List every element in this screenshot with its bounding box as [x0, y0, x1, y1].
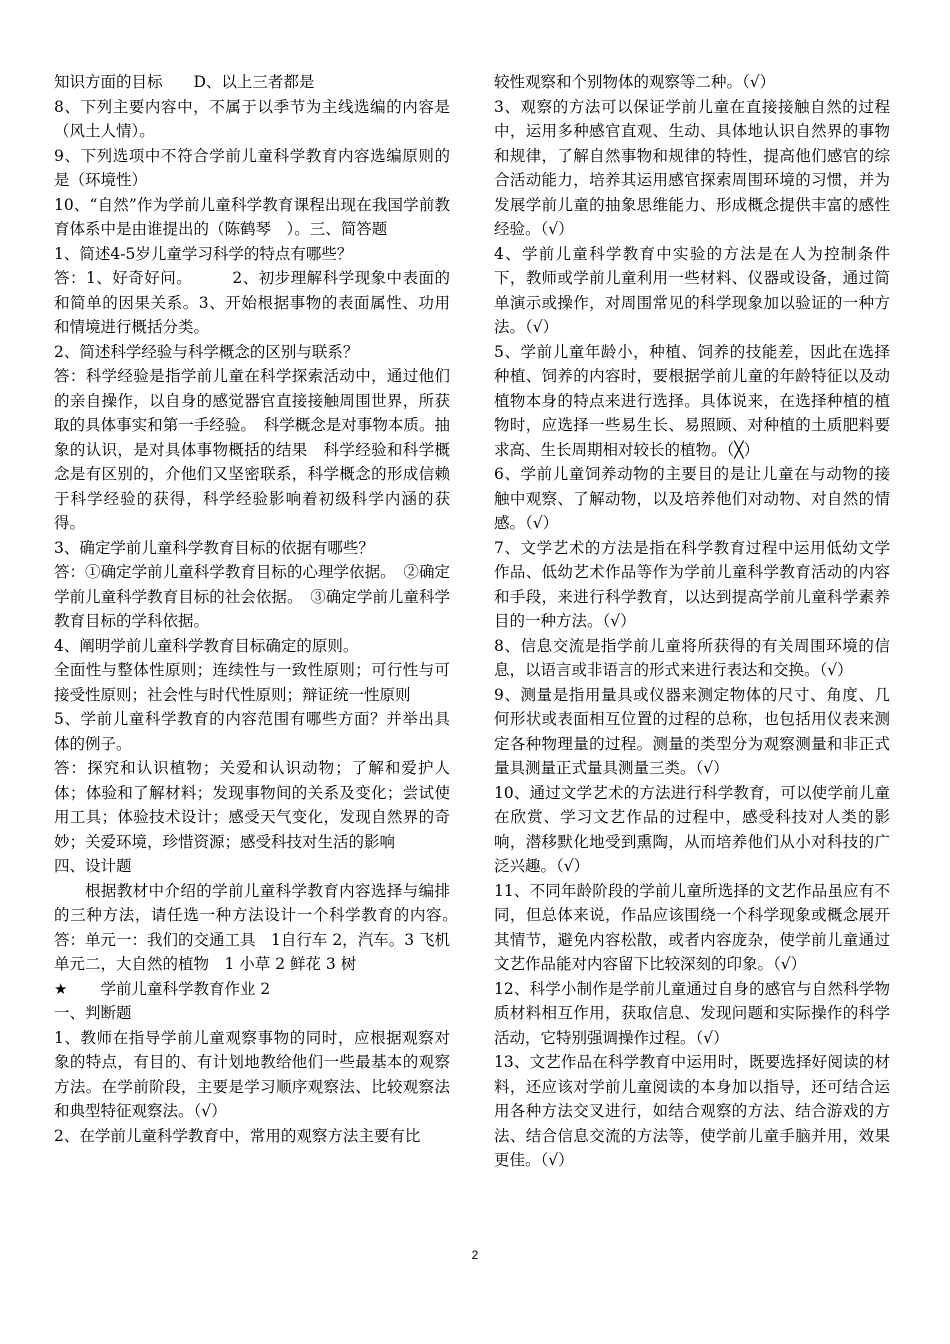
- paragraph: 全面性与整体性原则；连续性与一致性原则；可行性与可接受性原则；社会性与时代性原则；辩证统一性原则: [54, 661, 450, 704]
- paragraph: 11、不同年龄阶段的学前儿童所选择的文艺作品虽应有不同，但总体来说，作品应该围绕一个科学现象或概念展开其情节，避免内容松散，或者内容庞杂，使学前儿童通过文艺作品能对内容留下比较深刻的印象。（√）: [494, 881, 890, 973]
- paragraph: 10、“自然”作为学前儿童科学教育课程出现在我国学前教育体系中是由谁提出的（陈鹤琴 ）。三、简答题: [54, 195, 450, 238]
- paragraph: 1、教师在指导学前儿童观察事物的同时，应根据观察对象的特点，有目的、有计划地教给他们一些最基本的观察方法。在学前阶段，主要是学习顺序观察法、比较观察法和典型特征观察法。（√）: [54, 1028, 450, 1120]
- paragraph: 10、通过文学艺术的方法进行科学教育，可以使学前儿童在欣赏、学习文艺作品的过程中，感受科技对人类的影响，潜移默化地受到熏陶，从而培养他们从小对科技的广泛兴趣。（√）: [494, 783, 890, 875]
- paragraph: 答：1、好奇好问。 2、初步理解科学现象中表面的和简单的因果关系。3、开始根据事物的表面属性、功用和情境进行概括分类。: [54, 269, 450, 336]
- paragraph: 5、学前儿童年龄小，种植、饲养的技能差，因此在选择种植、饲养的内容时，要根据学前儿童的年龄特征以及动植物本身的特点来进行选择。具体说来，在选择种植的植物时，应选择一些易生长、易照顾、对种植的土质肥料要求高、生长周期相对较长的植物。（╳）: [494, 342, 890, 459]
- paragraph: 6、学前儿童饲养动物的主要目的是让儿童在与动物的接触中观察、了解动物，以及培养他们对动物、对自然的情感。（√）: [494, 465, 890, 532]
- left-column: [54, 70, 482, 1148]
- right-column: [494, 70, 890, 1173]
- assignment-title-text: 学前儿童科学教育作业 2: [100, 979, 271, 998]
- paragraph: 答：探究和认识植物；关爱和认识动物；了解和爱护人体；体验和了解材料；发现事物间的关系及变化；尝试使用工具；体验技术设计；感受天气变化，发现自然界的奇妙；关爱环境，珍惜资源；感受科技对生活的影响: [54, 759, 450, 851]
- paragraph: 7、文学艺术的方法是指在科学教育过程中运用低幼文学作品、低幼艺术作品等作为学前儿童科学教育活动的内容和手段，来进行科学教育，以达到提高学前儿童科学素养目的一种方法。（√）: [494, 538, 890, 630]
- question-heading: 5、学前儿童科学教育的内容范围有哪些方面？并举出具体的例子。: [54, 710, 450, 753]
- paragraph: 8、下列主要内容中，不属于以季节为主线选编的内容是（风土人情）。: [54, 97, 450, 140]
- question-heading: 3、确定学前儿童科学教育目标的依据有哪些？: [54, 538, 374, 557]
- assignment-title: [54, 977, 450, 1002]
- question-heading: 1、简述4-5岁儿童学习科学的特点有哪些？: [54, 244, 353, 263]
- paragraph: 8、信息交流是指学前儿童将所获得的有关周围环境的信息，以语言或非语言的形式来进行表达和交换。（√）: [494, 636, 890, 679]
- paragraph: 12、科学小制作是学前儿童通过自身的感官与自然科学物质材料相互作用，获取信息、发现问题和实际操作的科学活动，它特别强调操作过程。（√）: [494, 979, 890, 1047]
- paragraph: 答：科学经验是指学前儿童在科学探索活动中，通过他们的亲自操作，以自身的感觉器官直接接触周围世界，所获取的具体事实和第一手经验。 科学概念是对事物本质。抽象的认识，是对具体事物概括的结果 科学经验和科学概念是有区别的，介他们又坚密联系，科学概念的形成信赖于科学经验的获得，科学经验影响着初级科学内涵的获得。: [54, 367, 450, 532]
- section-heading: 一、判断题: [54, 1004, 132, 1022]
- section-heading: 四、设计题: [54, 857, 132, 875]
- page-number: 2: [471, 1248, 479, 1262]
- paragraph: 知识方面的目标 D、以上三者都是: [54, 73, 315, 91]
- paragraph: 9、下列选项中不符合学前儿童科学教育内容选编原则的是（环境性）: [54, 146, 450, 189]
- paragraph: 2、在学前儿童科学教育中，常用的观察方法主要有比: [54, 1126, 421, 1145]
- star-icon: ★: [54, 979, 68, 998]
- paragraph: 根据教材中介绍的学前儿童科学教育内容选择与编排的三种方法，请任选一种方法设计一个科学教育的内容。 答：单元一：我们的交通工具 1自行车 2，汽车。3 飞机 单元二，大自然的植物 1 小草 2 鲜花 3 树: [54, 881, 482, 973]
- question-heading: 2、简述科学经验与科学概念的区别与联系？: [54, 342, 359, 361]
- paragraph: 3、观察的方法可以保证学前儿童在直接接触自然的过程中，运用多种感官直观、生动、具体地认识自然界的事物和规律，了解自然事物和规律的特性，提高他们感官的综合活动能力，培养其运用感官探索周围环境的习惯，并为发展学前儿童的抽象思维能力、形成概念提供丰富的感性经验。（√）: [494, 97, 890, 238]
- paragraph: 答：①确定学前儿童科学教育目标的心理学依据。 ②确定学前儿童科学教育目标的社会依据。 ③确定学前儿童科学教育目标的学科依据。: [54, 563, 450, 630]
- paragraph: 较性观察和个别物体的观察等二种。（√）: [494, 73, 776, 91]
- paragraph: 13、文艺作品在科学教育中运用时，既要选择好阅读的材料，还应该对学前儿童阅读的本身加以指导，还可结合运用各种方法交叉进行，如结合观察的方法、结合游戏的方法、结合信息交流的方法等，使学前儿童手脑并用，效果更佳。（√）: [494, 1053, 890, 1169]
- paragraph: 9、测量是指用量具或仪器来测定物体的尺寸、角度、几何形状或表面相互位置的过程的总称，也包括用仪表来测定各种物理量的过程。测量的类型分为观察测量和非正式量具测量正式量具测量三类。（√）: [494, 685, 890, 777]
- paragraph: 4、学前儿童科学教育中实验的方法是在人为控制条件下，教师或学前儿童利用一些材料、仪器或设备，通过简单演示或操作，对周围常见的科学现象加以验证的一种方法。（√）: [494, 244, 890, 336]
- question-heading: 4、阐明学前儿童科学教育目标确定的原则。: [54, 636, 359, 655]
